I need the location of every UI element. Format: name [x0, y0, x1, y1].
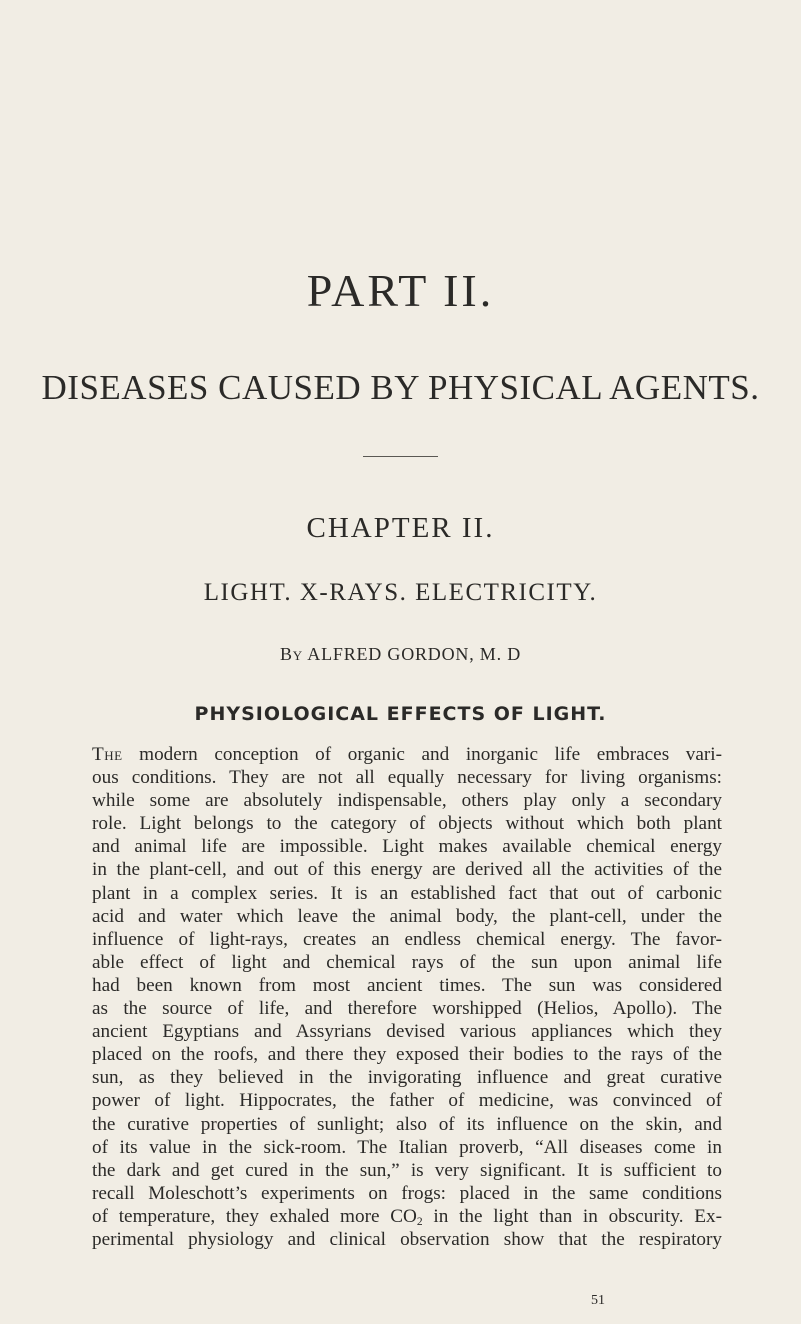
text-line: placed on the roofs, and there they exposed their bodies to the rays of the — [92, 1044, 722, 1066]
text-line: ous conditions. They are not all equally necessary for living organisms: — [92, 767, 722, 789]
line-21-before: of temperature, they exhaled more CO — [92, 1205, 417, 1227]
section-heading: PHYSIOLOGICAL EFFECTS OF LIGHT. — [194, 703, 607, 725]
text-line: power of light. Hippocrates, the father of medicine, was convinced of — [92, 1090, 722, 1112]
text-line: sun, as they believed in the invigorating influence and great curative — [92, 1067, 722, 1089]
text-line: and animal life are impossible. Light makes available chemical energy — [92, 836, 722, 858]
text-line: role. Light belongs to the category of objects without which both plant — [92, 813, 722, 835]
line-1-rest: modern conception of organic and inorganic life embraces vari- — [122, 744, 722, 765]
co2-subscript: 2 — [416, 1215, 423, 1228]
chapter-title: CHAPTER II. — [306, 512, 495, 544]
text-line: able effect of light and chemical rays of the sun upon animal life — [92, 951, 722, 973]
byline-prefix: By — [279, 644, 303, 664]
body-paragraph — [92, 743, 722, 1251]
text-line: the dark and get cured in the sun,” is very significant. It is sufficient to — [92, 1159, 722, 1181]
text-line: in the plant-cell, and out of this energy are derived all the activities of the — [92, 859, 722, 881]
text-line: acid and water which leave the animal body, the plant-cell, under the — [92, 905, 722, 927]
author-name: ALFRED GORDON, M. D — [307, 644, 522, 664]
divider-rule — [363, 456, 438, 457]
text-line — [92, 743, 722, 766]
lead-word: The — [92, 744, 123, 765]
text-line: plant in a complex series. It is an established fact that out of carbonic — [92, 882, 722, 904]
text-line: of its value in the sick-room. The Italian proverb, “All diseases come in — [92, 1136, 722, 1158]
section-title: DISEASES CAUSED BY PHYSICAL AGENTS. — [41, 368, 760, 407]
text-line: perimental physiology and clinical observation show that the respiratory — [92, 1228, 722, 1250]
text-line: recall Moleschott’s experiments on frogs: placed in the same conditions — [92, 1182, 722, 1204]
part-title: PART II. — [306, 265, 495, 316]
author-byline — [0, 645, 801, 663]
text-line: had been known from most ancient times. The sun was considered — [92, 974, 722, 996]
line-21-after: in the light than in obscurity. Ex- — [422, 1205, 722, 1227]
text-line: influence of light-rays, creates an endless chemical energy. The favor- — [92, 928, 722, 950]
text-line: ancient Egyptians and Assyrians devised various appliances which they — [92, 1021, 722, 1043]
page-number: 51 — [591, 1293, 605, 1308]
text-line: as the source of life, and therefore worshipped (Helios, Apollo). The — [92, 998, 722, 1020]
text-line: the curative properties of sunlight; also of its influence on the skin, and — [92, 1113, 722, 1135]
text-line: while some are absolutely indispensable, others play only a secondary — [92, 790, 722, 812]
text-line — [92, 1205, 722, 1228]
chapter-subject: LIGHT. X-RAYS. ELECTRICITY. — [203, 579, 598, 606]
